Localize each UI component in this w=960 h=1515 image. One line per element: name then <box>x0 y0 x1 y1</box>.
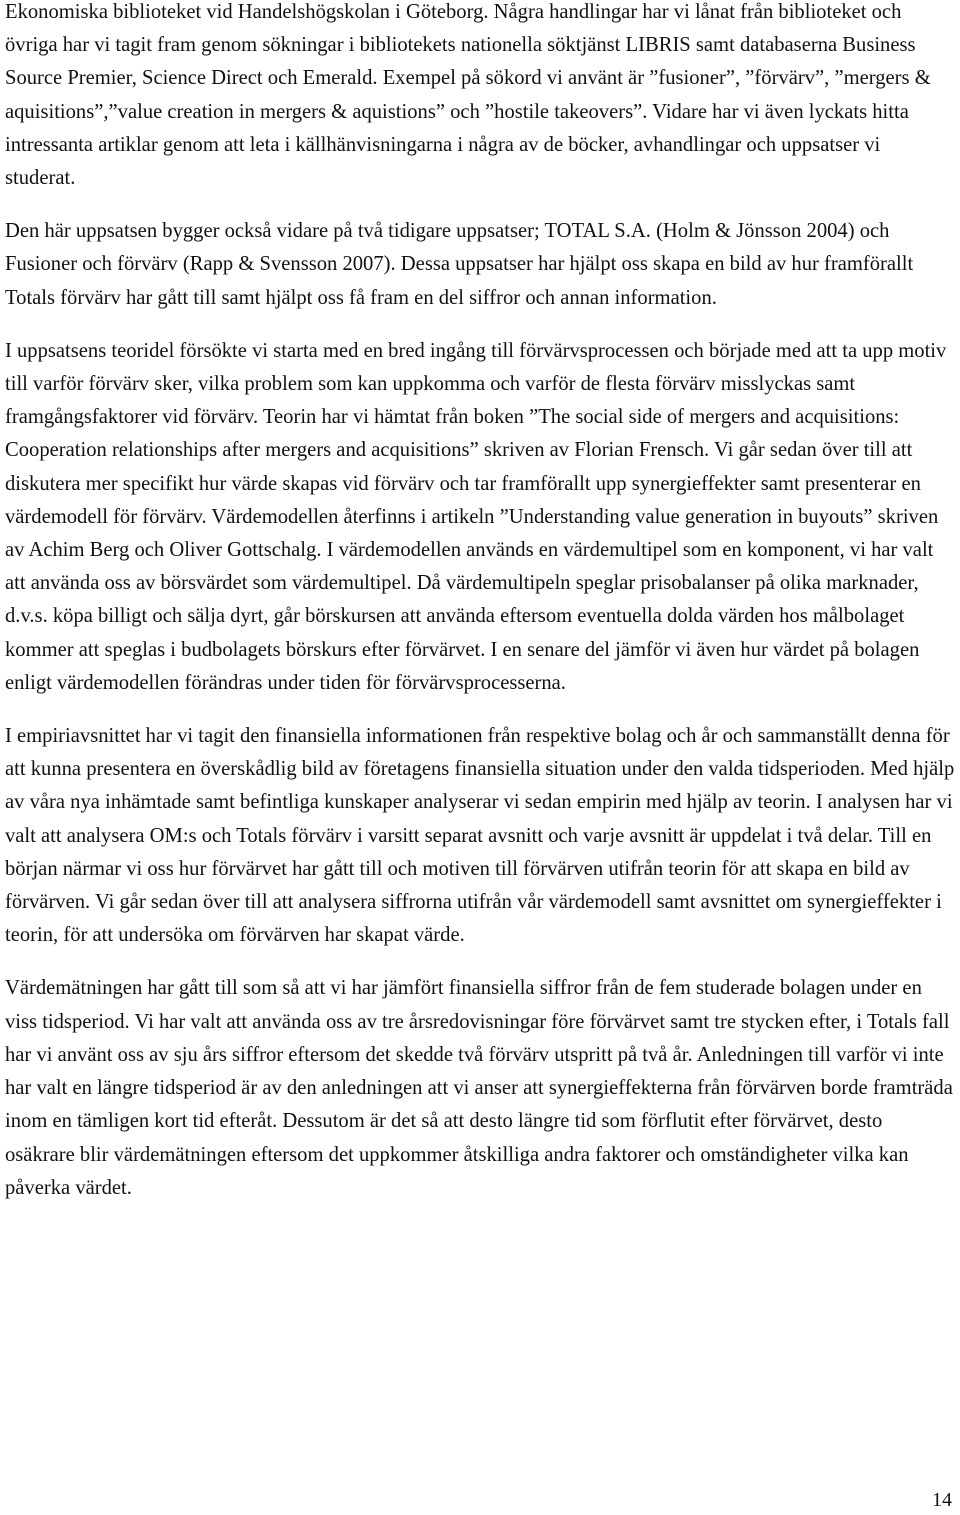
paragraph-sources: Ekonomiska biblioteket vid Handelshögskolan i Göteborg. Några handlingar har vi lånat från biblioteket och övriga har vi tagit fram genom sökningar i bibliotekets nationella söktjänst LIBRIS samt databaserna Business Source Premier, Science Direct och Emerald. Exempel på sökord vi använt är ”fusioner”, ”förvärv”, ”mergers & aquisitions”,”value creation in mergers & aquistions” och ”hostile takeovers”. Vidare har vi även lyckats hitta intressanta artiklar genom att leta i källhänvisningarna i några av de böcker, avhandlingar och uppsatser vi studerat. <box>5 1 931 190</box>
paragraph-theory: I uppsatsens teoridel försökte vi starta med en bred ingång till förvärvsprocessen och började med att ta upp motiv till varför förvärv sker, vilka problem som kan uppkomma och varför de flesta förvärv misslyckas samt framgångsfaktorer vid förvärv. Teorin har vi hämtat från boken ”The social side of mergers and acquisitions: Cooperation relationships after mergers and acquisitions” skriven av Florian Frensch. Vi går sedan över till att diskutera mer specifikt hur värde skapas vid förvärv och tar framförallt upp synergieffekter samt presenterar en värdemodell för förvärv. Värdemodellen återfinns i artikeln ”Understanding value generation in buyouts” skriven av Achim Berg och Oliver Gottschalg. I värdemodellen används en värdemultipel som en komponent, vi har valt att använda oss av börsvärdet som värdemultipel. Då värdemultipeln speglar prisobalanser på olika marknader, d.v.s. köpa billigt och sälja dyrt, går börskursen att använda eftersom eventuella dolda värden hos målbolaget kommer att speglas i budbolagets börskurs efter förvärvet. I en senare del jämför vi även hur värdet på bolagen enligt värdemodellen förändras under tiden för förvärvsprocesserna. <box>5 339 947 694</box>
paragraph-value-measurement: Värdemätningen har gått till som så att vi har jämfört finansiella siffror från de fem studerade bolagen under en viss tidsperiod. Vi har valt att använda oss av tre årsredovisningar före förvärvet samt tre stycken efter, i Totals fall har vi använt oss av sju års siffror eftersom det skedde två förvärv utspritt på två år. Anledningen till varför vi inte har valt en längre tidsperiod är av den anledningen att vi anser att synergieffekterna från förvärven borde framträda inom en tämligen kort tid efteråt. Dessutom är det så att desto längre tid som förflutit efter förvärvet, desto osäkrare blir värdemätningen eftersom det uppkommer åtskilliga andra faktorer och omständigheter vilka kan påverka värdet. <box>5 977 953 1199</box>
document-body <box>5 0 955 1205</box>
page-number: 14 <box>932 1489 952 1511</box>
paragraph-previous-theses: Den här uppsatsen bygger också vidare på två tidigare uppsatser; TOTAL S.A. (Holm & Jönsson 2004) och Fusioner och förvärv (Rapp & Svensson 2007). Dessa uppsatser har hjälpt oss skapa en bild av hur framförallt Totals förvärv har gått till samt hjälpt oss få fram en del siffror och annan information. <box>5 220 914 309</box>
paragraph-empirics: I empiriavsnittet har vi tagit den finansiella informationen från respektive bolag och år och sammanställt denna för att kunna presentera en överskådlig bild av företagens finansiella situation under den valda tidsperioden. Med hjälp av våra nya inhämtade samt befintliga kunskaper analyserar vi sedan empirin med hjälp av teorin. I analysen har vi valt att analysera OM:s och Totals förvärv i varsitt separat avsnitt och varje avsnitt är uppdelat i två delar. Till en början närmar vi oss hur förvärvet har gått till och motiven till förvärven utifrån teorin för att skapa en bild av förvärven. Vi går sedan över till att analysera siffrorna utifrån vår värdemodell samt avsnittet om synergieffekter i teorin, för att undersöka om förvärven har skapat värde. <box>5 725 955 947</box>
